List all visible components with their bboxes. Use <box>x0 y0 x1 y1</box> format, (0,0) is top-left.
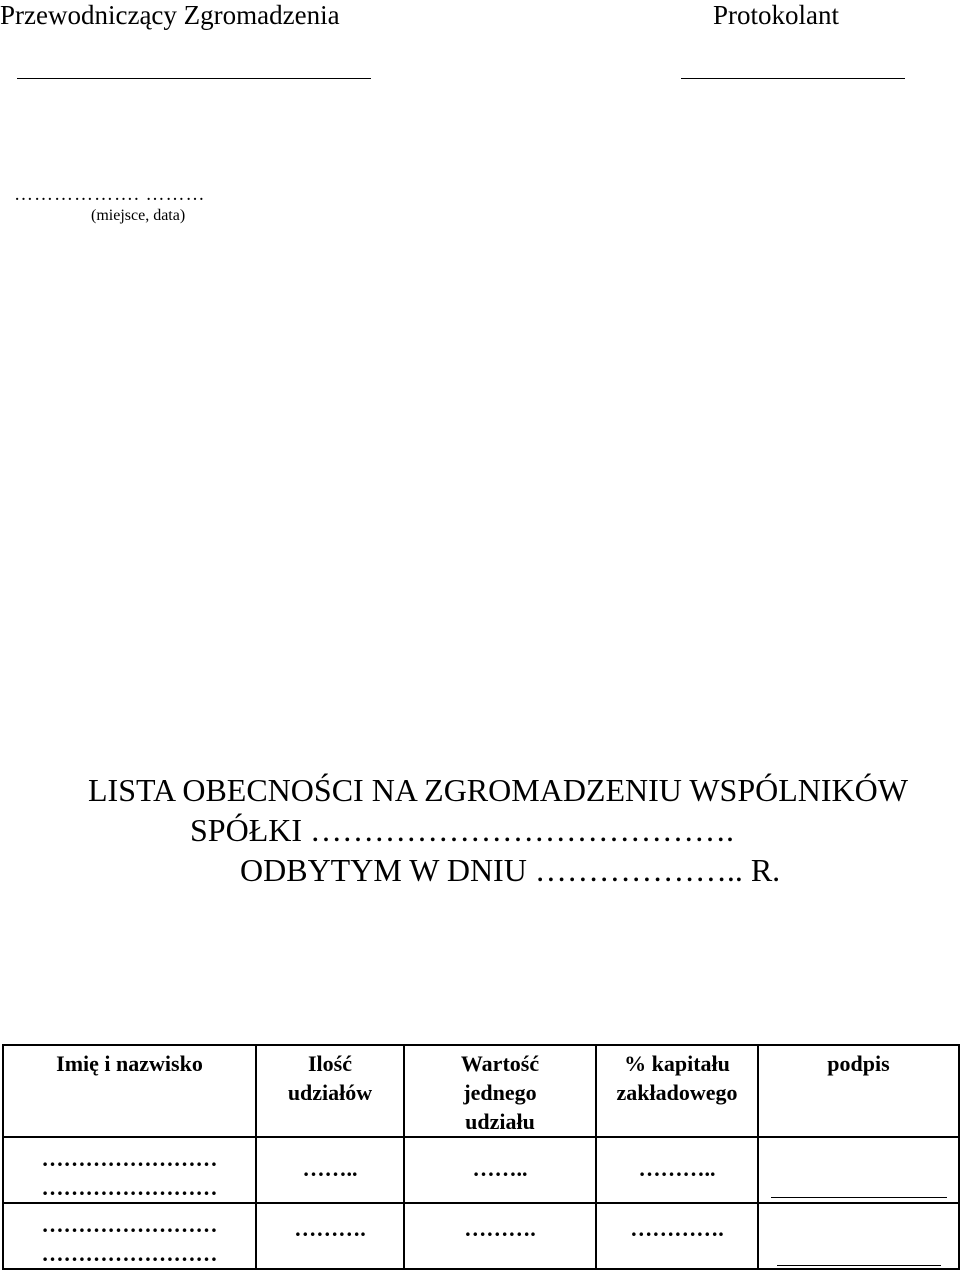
row1-shares[interactable]: …….. <box>256 1137 404 1203</box>
header-name: Imię i nazwisko <box>3 1045 256 1137</box>
chair-signature-line <box>17 78 371 79</box>
row2-name[interactable]: …………………… …………………… <box>3 1203 256 1269</box>
attendance-table <box>2 1044 960 1270</box>
header-signature: podpis <box>758 1045 959 1137</box>
row1-signature-line <box>771 1197 947 1198</box>
place-date-caption: (miejsce, data) <box>91 207 186 224</box>
chair-label: Przewodniczący Zgromadzenia <box>0 0 340 30</box>
table-row <box>3 1137 959 1203</box>
header-share-value: Wartość jednego udziału <box>404 1045 596 1137</box>
document-title-line1: LISTA OBECNOŚCI NA ZGROMADZENIU WSPÓLNIKÓW <box>88 772 908 808</box>
row2-value[interactable]: ………. <box>404 1203 596 1269</box>
document-title-line3: ODBYTYM W DNIU ……………….. R. <box>240 852 781 888</box>
document-title-line2: SPÓŁKI …………………………………. <box>190 812 735 848</box>
row1-name[interactable]: …………………… …………………… <box>3 1137 256 1203</box>
clerk-signature-line <box>681 78 905 79</box>
row2-shares[interactable]: ………. <box>256 1203 404 1269</box>
row1-signature[interactable] <box>758 1137 959 1203</box>
clerk-label: Protokolant <box>713 0 839 30</box>
row2-percent[interactable]: …………. <box>596 1203 758 1269</box>
row2-signature[interactable] <box>758 1203 959 1269</box>
header-capital-percent: % kapitału zakładowego <box>596 1045 758 1137</box>
table-row <box>3 1203 959 1269</box>
place-date-dots: ………………. ……… <box>14 184 206 205</box>
header-shares: Ilość udziałów <box>256 1045 404 1137</box>
table-header-row <box>3 1045 959 1137</box>
row1-value[interactable]: …….. <box>404 1137 596 1203</box>
row2-signature-line <box>777 1265 941 1266</box>
row1-percent[interactable]: ……….. <box>596 1137 758 1203</box>
